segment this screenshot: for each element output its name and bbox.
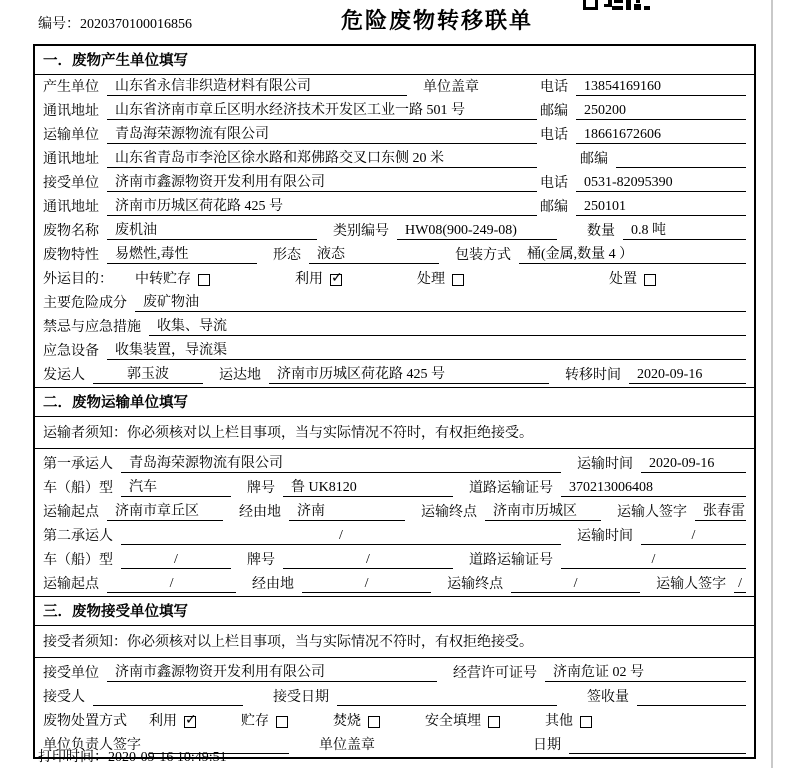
disposal-incinerate-checkbox[interactable]: [368, 716, 380, 728]
sign2-value: /: [734, 576, 746, 593]
amount-label: 签收量: [587, 690, 629, 705]
hazard-label: 主要危险成分: [43, 296, 127, 311]
accept-date-label: 接受日期: [273, 690, 329, 705]
phone1-value: 13854169160: [576, 79, 746, 96]
destination-label: 运达地: [219, 368, 261, 383]
hazard-components-row: [35, 291, 754, 315]
waste-name-value: 废机油: [107, 219, 317, 240]
date-value: [569, 753, 746, 754]
disposal-option-incinerate: 焚烧: [333, 710, 380, 730]
vehicle1-row: [35, 476, 754, 500]
sign1-value: 张春雷: [695, 500, 746, 521]
permit1-value: 370213006408: [561, 480, 746, 497]
disposal-option-utilize: 利用 ✓: [149, 710, 196, 730]
doc-number-value: 2020370100016856: [80, 17, 192, 32]
time2-value: /: [641, 528, 746, 545]
shipper-label: 发运人: [43, 368, 85, 383]
disposal-method-row: [35, 709, 754, 733]
zip3-value: 250101: [576, 199, 746, 216]
plate2-value: /: [283, 552, 453, 569]
accept-date-value: [337, 705, 557, 706]
transport-purpose-row: [35, 267, 754, 291]
plate1-value: 鲁 UK8120: [283, 476, 453, 497]
sign1-label: 运输人签字: [617, 505, 688, 520]
permit2-label: 道路运输证号: [469, 553, 553, 568]
transporter-notice-label: 运输者须知：: [43, 426, 127, 441]
origin1-value: 济南市章丘区: [107, 500, 223, 521]
contraindication-value: 收集、导流: [149, 315, 746, 336]
addr3-value: 济南市历城区荷花路 425 号: [107, 195, 537, 216]
dest1-label: 运输终点: [421, 505, 478, 520]
disposal-option-landfill: 安全填埋: [425, 710, 500, 730]
acceptor-value: [93, 705, 243, 706]
phone2-label: 电话: [540, 128, 568, 143]
transfer-storage-checkbox[interactable]: [198, 274, 210, 286]
zip2-label: 邮编: [580, 152, 608, 167]
disposal-landfill-checkbox[interactable]: [488, 716, 500, 728]
vehicle2-label: 车（船）型: [43, 553, 113, 568]
phone3-label: 电话: [540, 176, 568, 191]
receiver-notice-label: 接受者须知：: [43, 635, 127, 650]
carrier1-label: 第一承运人: [43, 457, 113, 472]
contraindication-label: 禁忌与应急措施: [43, 320, 141, 335]
characteristics-label: 废物特性: [43, 248, 99, 263]
origin2-label: 运输起点: [43, 577, 99, 592]
packaging-value: 桶(金属,数量 4 ）: [519, 243, 746, 264]
quantity-label: 数量: [587, 224, 615, 239]
zip2-value: [616, 167, 746, 168]
print-time: [38, 746, 227, 766]
addr1-value: 山东省济南市章丘区明水经济技术开发区工业一路 501 号: [107, 99, 537, 120]
form-label: 形态: [273, 248, 301, 263]
via1-label: 经由地: [239, 505, 282, 520]
addr3-label: 通讯地址: [43, 200, 99, 215]
transfer-time-value: 2020-09-16: [629, 367, 746, 384]
dispose-checkbox[interactable]: [644, 274, 656, 286]
route1-row: [35, 500, 754, 524]
time2-label: 运输时间: [577, 529, 633, 544]
time1-label: 运输时间: [577, 457, 633, 472]
dest2-value: /: [511, 576, 640, 593]
producer-address-row: [35, 99, 754, 123]
transporter-address-row: [35, 147, 754, 171]
receiver-label: 接受单位: [43, 176, 99, 191]
receiver-notice-text: 你必须核对以上栏目事项，当与实际情况不符时，有权拒绝接受。: [127, 635, 533, 650]
carrier2-value: /: [121, 528, 561, 545]
equipment-value: 收集装置，导流渠: [107, 339, 746, 360]
purpose-option-dispose: 处置: [609, 268, 656, 288]
amount-value: [637, 705, 746, 706]
purpose-option-transfer-storage: 中转贮存: [135, 268, 210, 288]
waste-name-row: [35, 219, 754, 243]
receiver-notice: [35, 626, 754, 658]
via2-value: /: [302, 576, 431, 593]
zip1-label: 邮编: [540, 104, 568, 119]
waste-characteristics-row: [35, 243, 754, 267]
purpose-option-utilize: 利用 ✓: [295, 268, 342, 288]
transporter-value: 青岛海荣源物流有限公司: [107, 123, 537, 144]
transporter-notice: [35, 417, 754, 449]
destination-value: 济南市历城区荷花路 425 号: [269, 363, 549, 384]
print-time-value: 2020-09-16 10:49:51: [108, 750, 227, 765]
receiver-row: [35, 171, 754, 195]
acceptor-row: [35, 685, 754, 709]
disposal-store-checkbox[interactable]: [276, 716, 288, 728]
print-time-label: 打印时间：: [38, 750, 108, 765]
utilize-checkbox[interactable]: [330, 274, 342, 286]
phone2-value: 18661672606: [576, 127, 746, 144]
via1-value: 济南: [289, 500, 405, 521]
zip3-label: 邮编: [540, 200, 568, 215]
license-value: 济南危证 02 号: [545, 661, 746, 682]
addr2-label: 通讯地址: [43, 152, 99, 167]
disposal-option-other: 其他: [545, 710, 592, 730]
transporter-row: [35, 123, 754, 147]
dest1-value: 济南市历城区: [485, 500, 601, 521]
addr2-value: 山东省青岛市李沧区徐水路和郑佛路交叉口东侧 20 米: [107, 147, 537, 168]
characteristics-value: 易燃性,毒性: [107, 243, 257, 264]
section1-header: 一．废物产生单位填写: [35, 46, 754, 75]
transfer-time-label: 转移时间: [565, 368, 621, 383]
vehicle1-label: 车（船）型: [43, 481, 113, 496]
category-value: HW08(900-249-08): [397, 223, 557, 240]
form-value: 液态: [309, 243, 439, 264]
accepting-unit-value: 济南市鑫源物资开发利用有限公司: [107, 661, 437, 682]
doc-number: [38, 13, 192, 33]
carrier2-label: 第二承运人: [43, 529, 113, 544]
permit2-value: /: [561, 552, 746, 569]
phone1-label: 电话: [540, 80, 568, 95]
accepting-unit-label: 接受单位: [43, 666, 99, 681]
quantity-value: 0.8 吨: [623, 219, 746, 240]
sign2-label: 运输人签字: [656, 577, 727, 592]
receiver-value: 济南市鑫源物资开发利用有限公司: [107, 171, 537, 192]
route2-row: [35, 572, 754, 596]
producer-row: [35, 75, 754, 99]
page-title: 危险废物转移联单: [340, 8, 534, 33]
treat-checkbox[interactable]: [452, 274, 464, 286]
section3-header: 三．废物接受单位填写: [35, 596, 754, 626]
contraindication-row: [35, 315, 754, 339]
origin1-label: 运输起点: [43, 505, 99, 520]
vehicle2-value: /: [121, 552, 231, 569]
vehicle2-row: [35, 548, 754, 572]
waste-name-label: 废物名称: [43, 224, 99, 239]
origin2-value: /: [107, 576, 236, 593]
manifest-form: [33, 44, 756, 759]
phone3-value: 0531-82095390: [576, 175, 746, 192]
accepting-unit-row: [35, 658, 754, 685]
license-label: 经营许可证号: [453, 666, 537, 681]
acceptor-label: 接受人: [43, 690, 85, 705]
first-carrier-row: [35, 449, 754, 476]
transporter-label: 运输单位: [43, 128, 99, 143]
plate1-label: 牌号: [247, 481, 275, 496]
via2-label: 经由地: [252, 577, 295, 592]
emergency-equipment-row: [35, 339, 754, 363]
page-edge-shadow: [771, 0, 773, 768]
disposal-option-store: 贮存: [241, 710, 288, 730]
producer-value: 山东省永信非织造材料有限公司: [107, 75, 407, 96]
receiver-address-row: [35, 195, 754, 219]
unit-seal-label: 单位盖章: [423, 80, 479, 95]
shipper-value: 郭玉波: [93, 363, 203, 384]
zip1-value: 250200: [576, 103, 746, 120]
section2-header: 二．废物运输单位填写: [35, 387, 754, 417]
vehicle1-value: 汽车: [121, 476, 231, 497]
purpose-option-treat: 处理: [417, 268, 464, 288]
disposal-utilize-checkbox[interactable]: [184, 716, 196, 728]
shipper-row: [35, 363, 754, 387]
disposal-other-checkbox[interactable]: [580, 716, 592, 728]
date-label: 日期: [533, 738, 561, 753]
doc-number-label: 编号：: [38, 17, 80, 32]
unit-seal3-label: 单位盖章: [319, 738, 375, 753]
producer-label: 产生单位: [43, 80, 99, 95]
dest2-label: 运输终点: [447, 577, 504, 592]
time1-value: 2020-09-16: [641, 456, 746, 473]
carrier1-value: 青岛海荣源物流有限公司: [121, 452, 561, 473]
addr1-label: 通讯地址: [43, 104, 99, 119]
hazard-value: 废矿物油: [135, 291, 746, 312]
plate2-label: 牌号: [247, 553, 275, 568]
signer-label: 单位负责人签字: [43, 738, 141, 753]
purpose-label: 外运目的：: [43, 272, 113, 287]
second-carrier-row: [35, 524, 754, 548]
qr-code-fragment-icon: [583, 0, 655, 12]
equipment-label: 应急设备: [43, 344, 99, 359]
transporter-notice-text: 你必须核对以上栏目事项，当与实际情况不符时，有权拒绝接受。: [127, 426, 533, 441]
permit1-label: 道路运输证号: [469, 481, 553, 496]
disposal-label: 废物处置方式: [43, 714, 127, 729]
packaging-label: 包装方式: [455, 248, 511, 263]
category-label: 类别编号: [333, 224, 389, 239]
